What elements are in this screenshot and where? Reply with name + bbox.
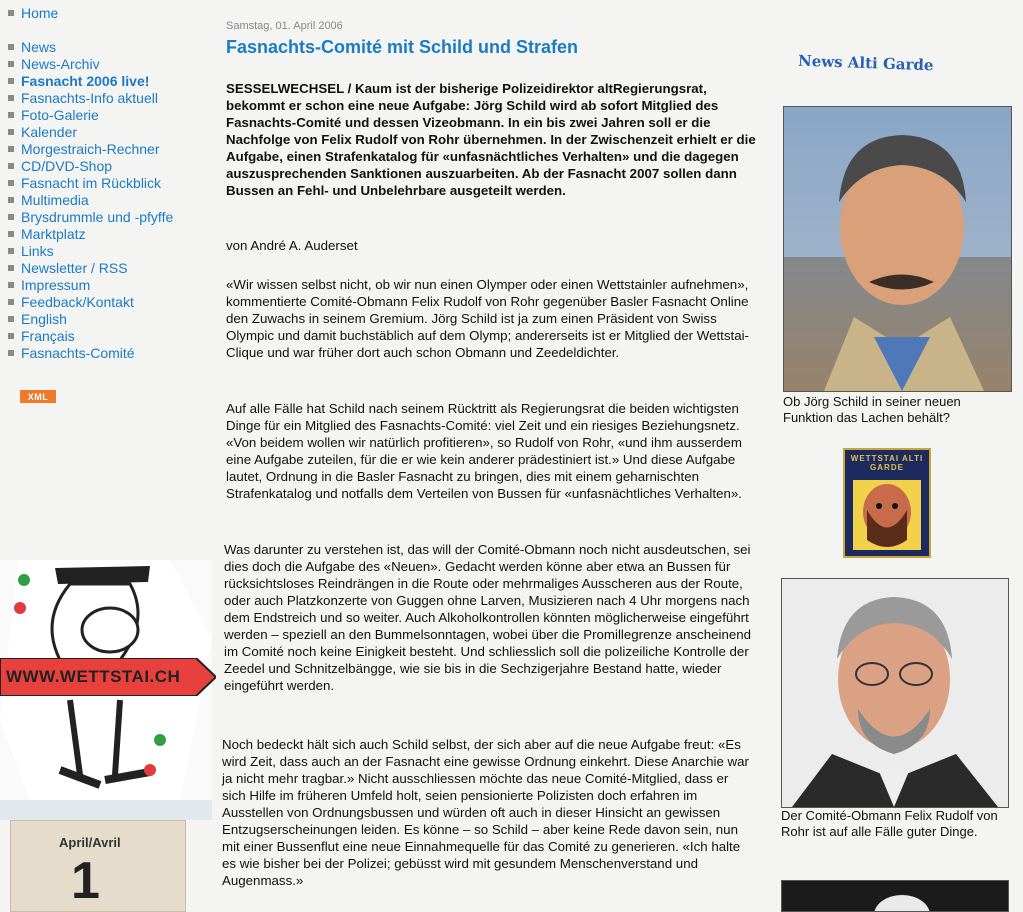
bullet-icon [8, 248, 14, 254]
photo-partial [781, 880, 1009, 912]
nav-item-marktplatz[interactable]: Marktplatz [8, 225, 208, 242]
article-author: von André A. Auderset [226, 238, 358, 253]
bullet-icon [8, 231, 14, 237]
nav-item-cd-dvd-shop[interactable]: CD/DVD-Shop [8, 157, 208, 174]
photo-caption-schild: Ob Jörg Schild in seiner neuen Funktion das Lachen behält? [783, 394, 961, 425]
bullet-icon [8, 163, 14, 169]
nav-item-morgestraich-rechner[interactable]: Morgestraich-Rechner [8, 140, 208, 157]
nav-item-links[interactable]: Links [8, 242, 208, 259]
badge-text: WETTSTAI ALTI GARDE [850, 454, 924, 472]
photo-caption-von-rohr: Der Comité-Obmann Felix Rudolf von Rohr ist auf alle Fälle guter Dinge. [781, 808, 998, 839]
bullet-icon [8, 61, 14, 67]
wettstai-alti-garde-badge[interactable] [843, 448, 931, 558]
portrait-photo-icon [784, 107, 1011, 391]
bullet-icon [8, 10, 14, 16]
bullet-icon [8, 265, 14, 271]
nav-item-kalender[interactable]: Kalender [8, 123, 208, 140]
nav-item-home[interactable]: Home [8, 4, 208, 21]
bullet-icon [8, 197, 14, 203]
wettstai-sign-text: WWW.WETTSTAI.CH [6, 667, 181, 686]
article-date: Samstag, 01. April 2006 [226, 20, 343, 32]
bullet-icon [8, 112, 14, 118]
wettstai-cartoon[interactable] [0, 560, 212, 800]
calendar-day: 1 [71, 852, 100, 910]
xml-feed-badge[interactable]: XML [20, 390, 56, 403]
bullet-icon [8, 180, 14, 186]
nav-item-news-archiv[interactable]: News-Archiv [8, 55, 208, 72]
article-paragraph: «Wir wissen selbst nicht, ob wir nun einen Olymper oder einen Wettstainler aufnehmen», kommentierte Comité-Obmann Felix Rudolf von Rohr gegenüber Basler Fasnacht Online den Zuwachs in seinem Gremium. Jörg Schild ist ja zum einen Präsident von Swiss Olympic und damit buchstäblich auf dem Olymp; andererseits ist er Mitglied der Wettstai-Clique und war früher dort auch schon Obmann und Zeedeldichter. [226, 277, 749, 360]
photo-joerg-schild [783, 106, 1012, 392]
article-paragraph: Noch bedeckt hält sich auch Schild selbst, der sich aber auf die neue Aufgabe freut: «Es wird Zeit, dass auch an der Fasnacht eine gewisse Ordnung einkehrt. Diese Anarchie war ja nicht mehr tragbar.» Nicht ausschliessen möchte das neue Comité-Mitglied, dass er sich Hilfe im früheren Umfeld holt, seien pensionierte Polizisten doch erfahren im Ausstellen von Ordnungsbussen und würden oft auch in dieser Hinsicht an gewissen Entzugserscheinungen leiden. Es könne – so Schild – aber keine Rede davon sein, nun mit einer Bussenflut eine neue Einnahmequelle für das Comité zu generieren. «Ich halte es wie bisher bei der Polizei; gebüsst wird mit gesundem Menschenverstand und Augenmass.» [222, 737, 749, 888]
article-headline: Fasnachts-Comité mit Schild und Strafen [226, 37, 579, 57]
nav-item-multimedia[interactable]: Multimedia [8, 191, 208, 208]
article-paragraph: Auf alle Fälle hat Schild nach seinem Rücktritt als Regierungsrat die beiden wichtigsten Dinge für ein Mitglied des Fasnachts-Comité: viel Zeit und ein riesiges Beziehungsnetz. «Von beidem wollen wir natürlich profitieren», so Rudolf von Rohr, «und ihm ausserdem eine Aufgabe zuteilen, für die er wie kein anderer prädestiniert ist.» Und diese Aufgabe lautet, Ordnung in die Basler Fasnacht zu bringen, dies mit einem geharnischten Strafenkatalog und notfalls dem Verteilen von Bussen für «unfasnächtliches Verhalten». [226, 401, 742, 501]
portrait-photo-icon [782, 579, 1008, 807]
photo-felix-rudolf-von-rohr [781, 578, 1009, 808]
nav-item-english[interactable]: English [8, 310, 208, 327]
bullet-icon [8, 333, 14, 339]
bullet-icon [8, 78, 14, 84]
bullet-icon [8, 350, 14, 356]
wettstai-sign [0, 658, 216, 696]
bullet-icon [8, 146, 14, 152]
bullet-icon [8, 299, 14, 305]
nav-item-brysdrummle[interactable]: Brysdrummle und -pfyffe [8, 208, 208, 225]
calendar-label: April/Avril [59, 835, 121, 850]
bullet-icon [8, 214, 14, 220]
portrait-photo-icon [782, 881, 1008, 911]
nav-item-fasnachts-comite[interactable]: Fasnachts-Comité [8, 344, 208, 361]
decorative-strip [0, 800, 212, 820]
nav-item-newsletter-rss[interactable]: Newsletter / RSS [8, 259, 208, 276]
nav-item-news[interactable]: News [8, 38, 208, 55]
article-paragraph: Was darunter zu verstehen ist, das will der Comité-Obmann noch nicht ausdeutschen, sei dies doch die Aufgabe des «Neuen». Gedacht werden könne aber etwa an Bussen für rücksichtsloses Reindrängen in die Route oder mehrmaliges Ausscheren aus der Route, oder auch Platzkonzerte von Guggen ohne Larven, Musizieren nach 4 Uhr morgens nach dem Endstreich und so weiter. Auch Alkoholkontrollen könnten möglicherweise eingeführt werden – speziell an den Bummelsonntagen, wobei über die Promillegrenze anscheinend im Comité noch keine Einigkeit besteht. Und schliesslich soll die polizeiliche Kontrolle der Zeedel und Schnitzelbängge, wie sie bis in die Sechzigerjahre Bestand hatte, wieder eingeführt werden. [224, 542, 752, 693]
bullet-icon [8, 44, 14, 50]
sidebar-title[interactable]: News Alti Garde [797, 51, 934, 75]
bullet-icon [8, 282, 14, 288]
nav-item-fasnacht-live[interactable]: Fasnacht 2006 live! [8, 72, 208, 89]
nav-item-foto-galerie[interactable]: Foto-Galerie [8, 106, 208, 123]
calendar-graphic [10, 820, 186, 912]
article-lead: SESSELWECHSEL / Kaum ist der bisherige Polizeidirektor altRegierungsrat, bekommt er schon eine neue Aufgabe: Jörg Schild wird ab sofort Mitglied des Fasnachts-Comité und dessen Vizeobmann. In ein bis zwei Jahren soll er die Nachfolge von Felix Rudolf von Rohr übernehmen. In der Zwischenzeit erhielt er die Aufgabe, einen Strafenkatalog für «unfasnächtliches Verhalten» und die dagegen auszusprechenden Sanktionen auszuarbeiten. Ab der Fasnacht 2007 sollen dann Bussen an Fehl- und Unbelehrbare ausgeteilt werden. [226, 81, 756, 198]
left-navigation [8, 4, 208, 361]
nav-item-impressum[interactable]: Impressum [8, 276, 208, 293]
nav-item-rueckblick[interactable]: Fasnacht im Rückblick [8, 174, 208, 191]
bullet-icon [8, 95, 14, 101]
bullet-icon [8, 129, 14, 135]
bullet-icon [8, 316, 14, 322]
nav-item-feedback-kontakt[interactable]: Feedback/Kontakt [8, 293, 208, 310]
nav-item-francais[interactable]: Français [8, 327, 208, 344]
nav-item-fasnachts-info[interactable]: Fasnachts-Info aktuell [8, 89, 208, 106]
